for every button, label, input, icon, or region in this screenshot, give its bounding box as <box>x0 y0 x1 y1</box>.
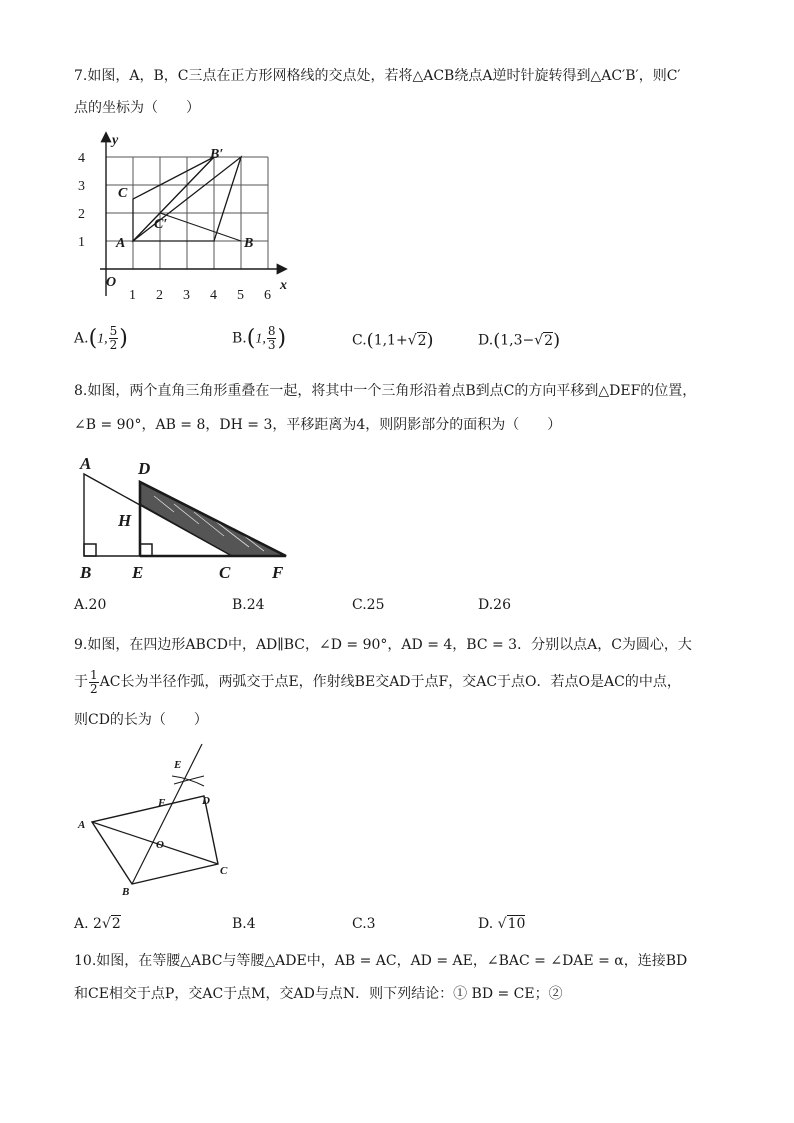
q8-line-2: ∠B = 90°，AB = 8，DH = 3，平移距离为4，则阴影部分的面积为（ ） <box>74 417 562 433</box>
x-tick: 6 <box>264 288 271 303</box>
q8-line-1: 8.如图，两个直角三角形重叠在一起，将其中一个三角形沿着点B到点C的方向平移到△DEF的位置， <box>74 383 697 399</box>
q7-option-b[interactable]: B.(1, $\frac{8}{3}$ ) <box>232 324 287 352</box>
option-a-den: 2 <box>109 338 118 352</box>
q9-option-d[interactable]: D. √10 <box>478 916 526 932</box>
point-D-label: D <box>202 795 210 807</box>
point-C-label: C <box>220 865 228 877</box>
point-A-label: A <box>80 454 92 473</box>
option-d-label: D. <box>478 916 494 932</box>
option-d-pre: 1,3− <box>500 332 535 349</box>
option-d-radicand: 10 <box>507 916 526 932</box>
x-tick: 5 <box>237 288 244 303</box>
q8-triangles-figure <box>74 452 304 587</box>
q9-line-2 <box>74 668 681 696</box>
q7-option-d[interactable]: D.(1,3−√2) <box>478 330 561 351</box>
point-A-label: A <box>78 819 86 831</box>
ray-BE <box>132 744 202 884</box>
option-c-pre: 1,1+ <box>373 332 408 349</box>
half-denominator: 2 <box>90 681 98 696</box>
x-tick: 4 <box>210 288 217 303</box>
option-b-den: 3 <box>267 338 276 352</box>
origin-label: O <box>106 275 117 290</box>
y-tick: 1 <box>78 235 85 250</box>
q9-option-b[interactable]: B.4 <box>232 916 256 932</box>
point-B-label: B <box>122 886 130 898</box>
point-A-label: A <box>116 236 126 251</box>
point-B-label: B <box>80 563 92 582</box>
option-c-label: C. <box>352 332 367 349</box>
q9-option-c[interactable]: C.3 <box>352 916 376 932</box>
q7-option-c[interactable]: C.(1,1+√2) <box>352 330 434 351</box>
q7-line-1: 7.如图，A，B，C三点在正方形网格线的交点处，若将△ACB绕点A逆时针旋转得到△AC′B′，则C′ <box>74 68 681 84</box>
option-d-label: D. <box>478 332 494 349</box>
y-axis-label: y <box>112 133 119 148</box>
q10-line-2: 和CE相交于点P，交AC于点M，交AD与点N．则下列结论：① BD = CE；② <box>74 986 563 1002</box>
option-a-label: A. <box>74 330 89 347</box>
point-F-label: F <box>272 563 284 582</box>
option-b-pre: 1, <box>255 331 266 347</box>
q9-line-3: 则CD的长为（ ） <box>74 712 208 728</box>
point-F-label: F <box>158 797 166 809</box>
q9-quadrilateral-figure <box>74 740 244 900</box>
y-tick: 2 <box>78 207 85 222</box>
q9-line-1: 9.如图，在四边形ABCD中，AD∥BC，∠D = 90°，AD = 4，BC = 3．分别以点A，C为圆心，大 <box>74 637 692 653</box>
q8-option-b[interactable]: B.24 <box>232 597 265 613</box>
q8-option-d[interactable]: D.26 <box>478 597 511 613</box>
option-a-label: A. <box>74 916 89 932</box>
q7-grid-figure <box>70 126 300 306</box>
q7-option-a[interactable]: A.(1, $\frac{5}{2}$ ) <box>74 324 128 352</box>
x-tick: 2 <box>156 288 163 303</box>
point-Bp-label: B′ <box>210 147 224 162</box>
point-H-label: H <box>118 511 132 530</box>
point-C-label: C <box>118 186 128 201</box>
q8-option-c[interactable]: C.25 <box>352 597 385 613</box>
option-c-radicand: 2 <box>417 332 427 349</box>
y-tick: 4 <box>78 151 85 166</box>
q9-option-a[interactable]: A. 2√2 <box>74 916 121 932</box>
point-Cp-label: C′ <box>154 217 168 232</box>
triangle-ABC <box>84 474 232 556</box>
right-angle-E <box>140 544 152 556</box>
x-tick: 1 <box>129 288 136 303</box>
q9-line-2-post: AC长为半径作弧，两弧交于点E，作射线BE交AD于点F，交AC于点O．若点O是AC的中点， <box>99 674 681 690</box>
point-C-label: C <box>219 563 231 582</box>
option-b-label: B. <box>232 330 247 347</box>
q8-option-a[interactable]: A.20 <box>74 597 107 613</box>
right-angle-B <box>84 544 96 556</box>
grid-lines <box>106 157 268 269</box>
q10-line-1: 10.如图，在等腰△ABC与等腰△ADE中，AB = AC，AD = AE，∠BAC = ∠DAE = α，连接BD <box>74 953 688 969</box>
point-O-label: O <box>156 839 164 851</box>
quadrilateral-ABCD <box>92 796 218 884</box>
option-a-pre: 1, <box>97 331 108 347</box>
option-a-radicand: 2 <box>111 916 121 932</box>
half-numerator: 1 <box>90 667 98 682</box>
x-axis-label: x <box>280 278 287 293</box>
point-E-label: E <box>174 759 182 771</box>
option-b-num: 8 <box>267 324 276 338</box>
point-B-label: B <box>244 236 254 251</box>
option-d-radicand: 2 <box>544 332 554 349</box>
q7-line-2: 点的坐标为（ ） <box>74 100 200 116</box>
x-tick: 3 <box>183 288 190 303</box>
q9-line-2-pre: 于 <box>74 674 88 690</box>
y-tick: 3 <box>78 179 85 194</box>
option-a-num: 5 <box>109 324 118 338</box>
diagonal-AC <box>92 822 218 864</box>
option-a-pre: 2 <box>93 916 102 932</box>
point-D-label: D <box>138 459 151 478</box>
point-E-label: E <box>132 563 144 582</box>
